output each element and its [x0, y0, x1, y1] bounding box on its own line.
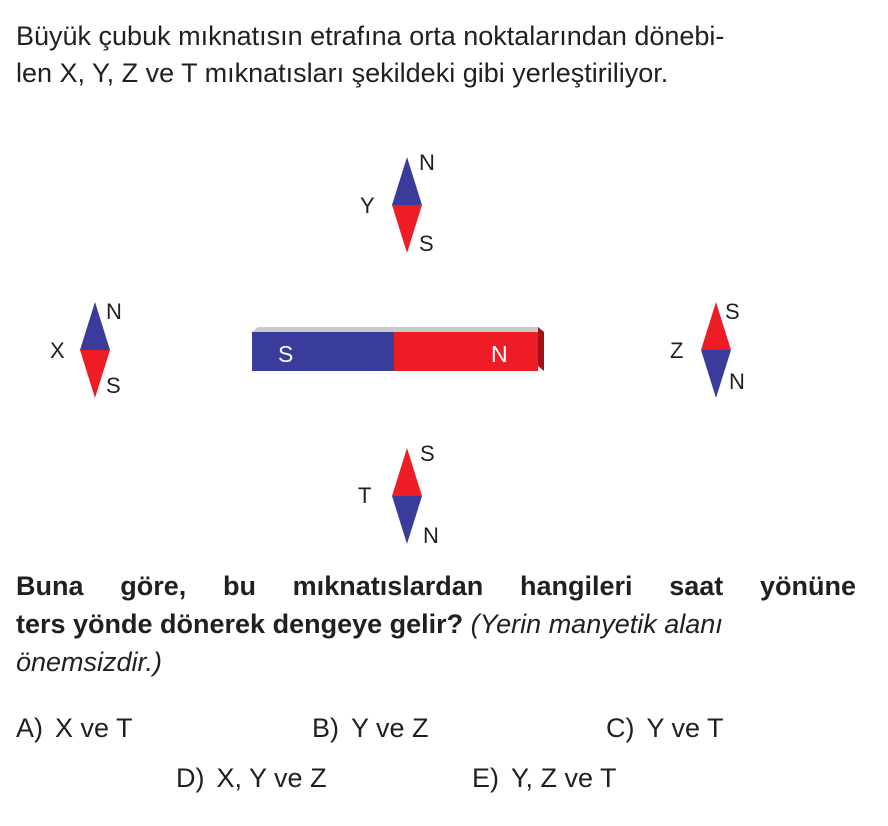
option-c[interactable]: [606, 712, 724, 744]
intro-text: [16, 18, 876, 92]
compass-x-label: X: [50, 338, 65, 363]
compass-z-label: Z: [670, 338, 684, 363]
compass-y-top-half: [392, 157, 422, 205]
bar-magnet-south-half: [252, 332, 394, 371]
compass-y-bottom-pole: S: [419, 231, 434, 256]
bar-magnet-top-edge: [252, 327, 544, 332]
compass-y-bottom-half: [392, 205, 422, 253]
bar-magnet: [252, 327, 544, 371]
compass-x: [50, 299, 122, 398]
question-line-2: [16, 605, 856, 643]
question-text: [16, 567, 856, 681]
option-e[interactable]: [472, 762, 617, 794]
compass-t-bottom-pole: N: [423, 523, 439, 548]
compass-t: [358, 441, 439, 548]
intro-line-2: len X, Y, Z ve T mıknatısları şekildeki gibi yerleştiriliyor.: [16, 58, 669, 88]
option-e-letter: E): [472, 763, 499, 793]
compass-y: [360, 150, 435, 256]
compass-z-top-pole: S: [725, 299, 740, 324]
compass-x-bottom-pole: S: [106, 373, 121, 398]
bar-magnet-left-pole: S: [278, 341, 294, 367]
option-b[interactable]: [312, 712, 429, 744]
bar-magnet-north-half: [394, 332, 538, 371]
question-bold-part: ters yönde dönerek dengeye gelir?: [16, 609, 464, 639]
compass-y-top-pole: N: [419, 150, 435, 175]
compass-z: [670, 299, 745, 398]
option-e-text: Y, Z ve T: [511, 763, 617, 793]
bar-magnet-right-pole: N: [491, 341, 508, 367]
option-c-text: Y ve T: [646, 713, 724, 743]
option-d-letter: D): [176, 763, 205, 793]
compass-t-top-pole: S: [420, 441, 435, 466]
intro-line-1: Büyük çubuk mıknatısın etrafına orta noktalarından dönebi-: [16, 21, 725, 51]
option-b-text: Y ve Z: [351, 713, 429, 743]
option-d-text: X, Y ve Z: [216, 763, 327, 793]
compass-t-top-half: [392, 448, 422, 496]
option-b-letter: B): [312, 713, 339, 743]
question-note-part: (Yerin manyetik alanı: [470, 609, 723, 639]
compass-t-bottom-half: [392, 496, 422, 544]
bar-magnet-side-edge: [538, 327, 544, 371]
option-a-text: X ve T: [55, 713, 133, 743]
compass-y-label: Y: [360, 193, 375, 218]
compass-x-top-pole: N: [106, 299, 122, 324]
magnet-figure: [0, 140, 888, 560]
compass-t-label: T: [358, 483, 372, 508]
question-line-1: Buna göre, bu mıknatıslardan hangileri saat yönüne: [16, 571, 856, 601]
option-c-letter: C): [606, 713, 635, 743]
question-line-3: önemsizdir.): [16, 647, 163, 677]
option-a-letter: A): [16, 713, 43, 743]
option-d[interactable]: [176, 762, 327, 794]
option-a[interactable]: [16, 712, 133, 744]
compass-z-bottom-pole: N: [729, 369, 745, 394]
compass-z-bottom-half: [701, 350, 731, 398]
